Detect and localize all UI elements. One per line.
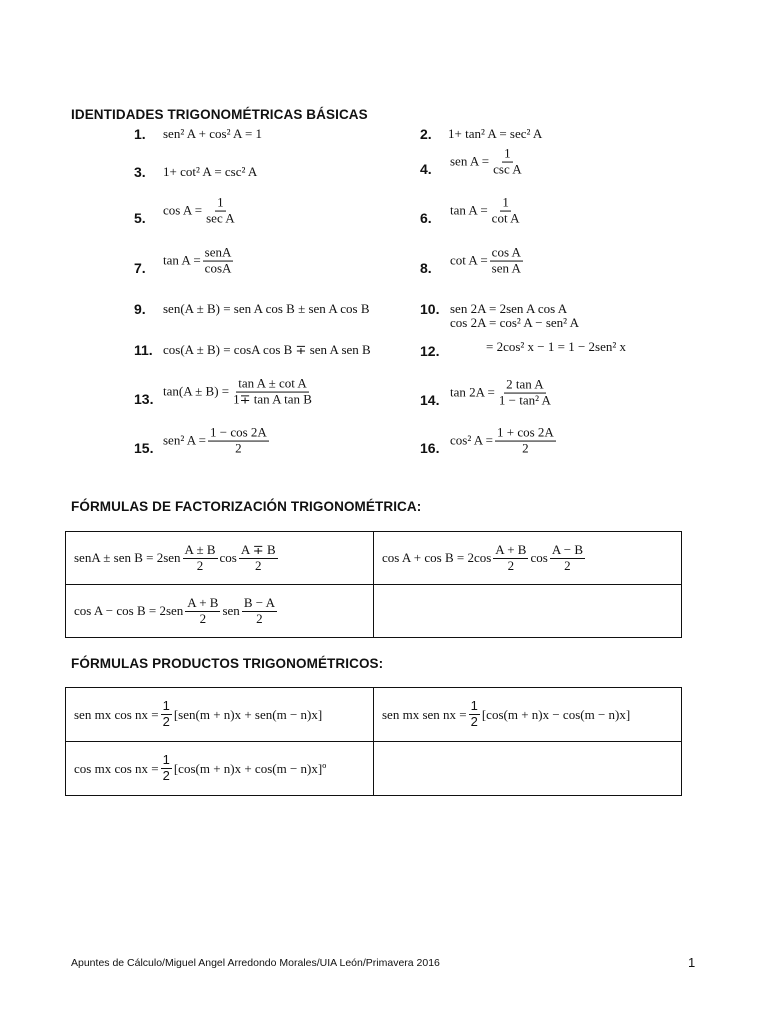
fraction-numerator: 1 + cos 2A bbox=[497, 424, 554, 440]
table-cell bbox=[66, 585, 374, 638]
identity-number: 11. bbox=[134, 342, 153, 358]
identity-number: 4. bbox=[420, 161, 432, 177]
fraction-denominator: sec A bbox=[206, 210, 235, 226]
fraction bbox=[490, 195, 522, 226]
table-cell bbox=[374, 688, 682, 742]
identity-formula: 1+ tan² A = sec² A bbox=[448, 126, 543, 141]
formula-lhs: cos A = bbox=[163, 202, 203, 218]
fraction-denominator: 1 − tan² A bbox=[498, 392, 551, 408]
fraction-denominator: 2 bbox=[470, 714, 478, 729]
table-row bbox=[66, 688, 682, 742]
fraction-denominator: sen A bbox=[491, 260, 521, 276]
fraction-numerator: 1 bbox=[504, 145, 511, 161]
factor-formula-1 bbox=[74, 543, 365, 574]
product-formula-3 bbox=[74, 753, 365, 784]
fraction-denominator: cosA bbox=[204, 260, 232, 276]
fraction bbox=[493, 543, 528, 574]
identity-formula: sen 2A = 2sen A cos A bbox=[450, 301, 568, 316]
fraction-numerator: senA bbox=[204, 244, 232, 260]
page-number: 1 bbox=[688, 955, 696, 970]
identity-formula bbox=[163, 376, 316, 407]
table-row bbox=[66, 532, 682, 585]
identity-formula: cos(A ± B) = cosA cos B ∓ sen A sen B bbox=[163, 342, 371, 357]
fraction-numerator: 1 − cos 2A bbox=[210, 424, 267, 440]
identity-formula bbox=[163, 245, 235, 276]
identity-number: 10. bbox=[420, 301, 440, 317]
formula-lhs: cot A = bbox=[450, 252, 488, 268]
fraction bbox=[469, 699, 480, 730]
fraction bbox=[208, 425, 269, 456]
identity-number: 2. bbox=[420, 126, 432, 142]
identity-number: 6. bbox=[420, 210, 432, 226]
formula-lhs: senA ± sen B = 2sen bbox=[74, 550, 181, 565]
fraction bbox=[161, 753, 172, 784]
formula-lhs: cos A − cos B = 2sen bbox=[74, 603, 184, 618]
fraction-numerator: A ± B bbox=[184, 541, 216, 557]
fraction bbox=[497, 377, 553, 408]
factorization-table bbox=[65, 531, 682, 638]
fraction-numerator: tan A ± cot A bbox=[238, 375, 307, 391]
formula-mid: cos bbox=[530, 550, 548, 565]
fraction bbox=[491, 146, 524, 177]
formula-lhs: tan(A ± B) = bbox=[163, 383, 230, 399]
fraction-denominator: 1∓ tan A tan B bbox=[233, 391, 312, 407]
product-formula-1 bbox=[74, 699, 365, 730]
formula-mid: sen bbox=[222, 603, 240, 618]
table-cell-empty bbox=[374, 742, 682, 796]
fraction-denominator: 2 bbox=[196, 557, 204, 573]
fraction-denominator: cot A bbox=[491, 210, 520, 226]
identity-formula bbox=[163, 425, 271, 456]
formula-lhs: tan A = bbox=[450, 202, 488, 218]
formula-lhs: cos A + cos B = 2cos bbox=[382, 550, 492, 565]
factor-formula-3 bbox=[74, 596, 365, 627]
identity-formula: 1+ cot² A = csc² A bbox=[163, 164, 258, 179]
table-cell bbox=[66, 742, 374, 796]
identity-number: 15. bbox=[134, 440, 154, 456]
formula-lhs: cos² A = bbox=[450, 432, 494, 448]
identity-number: 12. bbox=[420, 343, 440, 359]
fraction-denominator: 2 bbox=[254, 557, 262, 573]
identity-formula bbox=[450, 311, 626, 359]
identity-formula: sen(A ± B) = sen A cos B ± sen A cos B bbox=[163, 301, 370, 316]
fraction bbox=[204, 195, 237, 226]
formula-lhs: sen mx sen nx = bbox=[382, 706, 467, 722]
identity-number: 7. bbox=[134, 260, 146, 276]
fraction-numerator: B − A bbox=[243, 594, 275, 610]
table-cell-empty bbox=[374, 585, 682, 638]
formula-line-1: cos 2A = cos² A − sen² A bbox=[450, 315, 579, 330]
fraction bbox=[495, 425, 556, 456]
fraction-numerator: A + B bbox=[495, 541, 527, 557]
identity-formula bbox=[450, 377, 555, 408]
table-row bbox=[66, 585, 682, 638]
formula-lhs: tan A = bbox=[163, 252, 201, 268]
fraction-denominator: 2 bbox=[162, 768, 170, 783]
formula-lhs: sen A = bbox=[450, 153, 490, 169]
formula-rhs: [sen(m + n)x + sen(m − n)x] bbox=[173, 706, 323, 722]
fraction-numerator: A + B bbox=[187, 594, 219, 610]
formula-lhs: cos mx cos nx = bbox=[74, 760, 159, 776]
fraction bbox=[231, 376, 314, 407]
formula-rhs: [cos(m + n)x + cos(m − n)x]º bbox=[173, 760, 327, 776]
fraction-denominator: 2 bbox=[199, 610, 207, 626]
fraction bbox=[490, 245, 523, 276]
formula-lines bbox=[450, 311, 626, 359]
formula-lhs: sen mx cos nx = bbox=[74, 706, 159, 722]
identity-number: 9. bbox=[134, 301, 146, 317]
fraction bbox=[242, 596, 277, 627]
fraction bbox=[203, 245, 234, 276]
identity-formula bbox=[450, 146, 526, 177]
table-row bbox=[66, 742, 682, 796]
fraction-denominator: 2 bbox=[256, 610, 263, 626]
fraction bbox=[183, 543, 218, 574]
identity-number: 14. bbox=[420, 392, 440, 408]
heading-factorization: FÓRMULAS DE FACTORIZACIÓN TRIGONOMÉTRICA: bbox=[71, 499, 422, 514]
fraction-denominator: 2 bbox=[235, 440, 242, 456]
identity-number: 1. bbox=[134, 126, 146, 142]
fraction-numerator: A ∓ B bbox=[240, 541, 276, 557]
identity-formula bbox=[450, 425, 558, 456]
identity-number: 8. bbox=[420, 260, 432, 276]
fraction bbox=[239, 543, 278, 574]
identity-formula bbox=[450, 195, 523, 226]
fraction-numerator: 1 bbox=[470, 698, 478, 714]
identity-number: 13. bbox=[134, 391, 154, 407]
fraction-denominator: 2 bbox=[162, 714, 170, 729]
identity-number: 5. bbox=[134, 210, 146, 226]
formula-lhs: tan 2A = bbox=[450, 384, 495, 400]
identity-formula: sen² A + cos² A = 1 bbox=[163, 126, 263, 141]
factor-formula-2 bbox=[382, 543, 673, 574]
fraction bbox=[550, 543, 585, 574]
table-cell bbox=[374, 532, 682, 585]
fraction bbox=[185, 596, 220, 627]
formula-rhs: [cos(m + n)x − cos(m − n)x] bbox=[481, 706, 631, 722]
table-cell bbox=[66, 688, 374, 742]
footer-text: Apuntes de Cálculo/Miguel Angel Arredondo Morales/UIA León/Primavera 2016 bbox=[71, 957, 440, 969]
product-formula-2 bbox=[382, 699, 673, 730]
formula-lhs: sen² A = bbox=[163, 432, 207, 448]
products-table bbox=[65, 687, 682, 796]
formula-line-2: = 2cos² x − 1 = 1 − 2sen² x bbox=[486, 339, 627, 354]
table-cell bbox=[66, 532, 374, 585]
identity-number: 16. bbox=[420, 440, 440, 456]
heading-products: FÓRMULAS PRODUCTOS TRIGONOMÉTRICOS: bbox=[71, 656, 384, 671]
identity-formula bbox=[163, 195, 239, 226]
heading-basic-identities: IDENTIDADES TRIGONOMÉTRICAS BÁSICAS bbox=[71, 107, 368, 122]
fraction-numerator: 2 tan A bbox=[506, 376, 544, 392]
fraction bbox=[161, 699, 172, 730]
fraction-denominator: 2 bbox=[522, 440, 529, 456]
fraction-numerator: cos A bbox=[491, 244, 521, 260]
fraction-numerator: 1 bbox=[502, 194, 509, 210]
identity-number: 3. bbox=[134, 164, 146, 180]
formula-mid: cos bbox=[219, 550, 237, 565]
fraction-numerator: 1 bbox=[162, 698, 170, 714]
fraction-numerator: 1 bbox=[217, 194, 224, 210]
identity-formula bbox=[450, 245, 525, 276]
fraction-numerator: A − B bbox=[551, 541, 583, 557]
fraction-denominator: csc A bbox=[493, 161, 522, 177]
fraction-denominator: 2 bbox=[507, 557, 515, 573]
fraction-denominator: 2 bbox=[564, 557, 571, 573]
fraction-numerator: 1 bbox=[162, 752, 170, 768]
